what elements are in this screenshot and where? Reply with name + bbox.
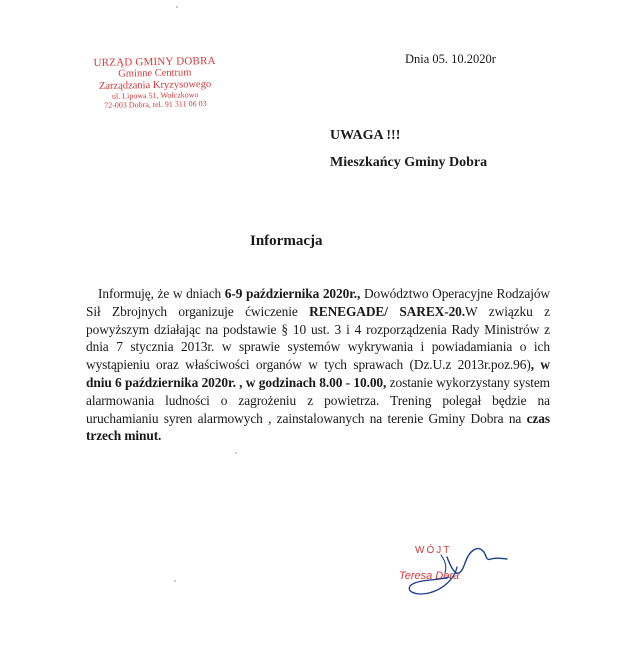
recipients-line: Mieszkańcy Gminy Dobra <box>330 155 488 170</box>
body-text-4: zostanie wykorzystany system alarmowania ludności o zagrożeniu z powietrza. Trening polegał będzie na uruchamianiu syren alarmowych , zainstalowanych na terenie Gminy Dobra na <box>86 374 550 426</box>
warning-heading: UWAGA !!! <box>330 128 401 143</box>
exercise-name: RENEGADE/ SAREX-20. <box>309 303 466 319</box>
body-paragraph <box>86 285 550 445</box>
stamp-address: ul. Lipowa 51, Wołczkowo <box>111 90 199 101</box>
signature-title: WÓJT <box>415 545 452 556</box>
stamp-office-name: URZĄD GMINY DOBRA <box>93 54 216 70</box>
stamp-postal-phone: 72-003 Dobra, tel. 91 311 06 03 <box>104 98 207 110</box>
signature-block <box>385 533 525 598</box>
stamp-center-name: Gminne Centrum <box>118 67 192 80</box>
body-text-1: Informuję, że w dniach <box>98 286 225 301</box>
body-text-3: W związku z powyższym działając na podstawie § 10 ust. 3 i 4 rozporządzenia Rady Ministrów z dnia 7 stycznia 2013r. w sprawie systemów wykrywania i powiadamiania o ich wystąpieniu oraz właściwości organów w tych sprawach (Dz.U.z 2013r.poz.96) <box>86 303 550 373</box>
signature-name: Teresa Dera <box>399 570 460 582</box>
scan-speck <box>176 6 178 8</box>
scan-speck <box>235 452 237 454</box>
alarm-date-time: , w dniu 6 października 2020r. , w godzinach 8.00 - 10.00, <box>86 357 550 390</box>
scan-speck <box>174 580 176 582</box>
document-date: Dnia 05. 10.2020r <box>405 52 496 66</box>
document-title: Informacja <box>250 233 323 249</box>
stamp-center-type: Zarządzania Kryzysowego <box>98 79 212 93</box>
alarm-duration: czas trzech minut. <box>86 410 550 444</box>
handwritten-signature-icon <box>385 533 525 598</box>
body-text-2: Dowództwo Operacyjne Rodzajów Sił Zbrojnych organizuje ćwiczenie <box>86 286 550 319</box>
exercise-dates: 6-9 października 2020r., <box>224 286 361 301</box>
office-stamp <box>80 55 231 111</box>
